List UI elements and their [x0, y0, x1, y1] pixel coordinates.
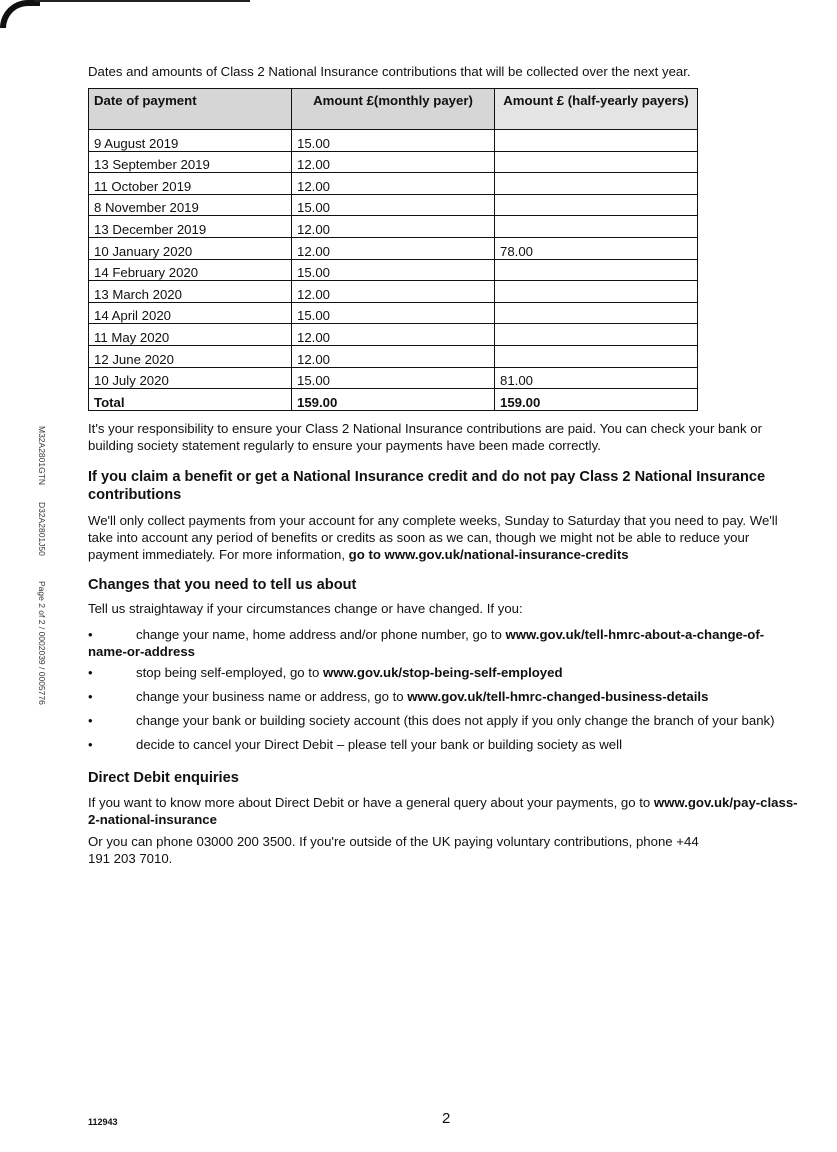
cell-monthly: 12.00: [292, 173, 495, 195]
benefit-paragraph: [88, 512, 798, 563]
cell-date: 9 August 2019: [89, 130, 292, 152]
header-half-yearly: Amount £ (half-yearly payers): [495, 89, 698, 130]
cell-date: 14 April 2020: [89, 302, 292, 324]
cell-monthly: 15.00: [292, 302, 495, 324]
cell-half-yearly: [495, 194, 698, 216]
cell-half-yearly: 81.00: [495, 367, 698, 389]
cell-monthly: 15.00: [292, 130, 495, 152]
cell-date: 11 May 2020: [89, 324, 292, 346]
header-monthly: Amount £(monthly payer): [292, 89, 495, 130]
cell-monthly: 12.00: [292, 151, 495, 173]
direct-debit-text: If you want to know more about Direct Debit or have a general query about your payments, go to: [88, 795, 654, 810]
bullet-icon: •: [88, 627, 93, 642]
cell-date: 13 December 2019: [89, 216, 292, 238]
cell-date: 13 March 2020: [89, 281, 292, 303]
cell-monthly: 12.00: [292, 345, 495, 367]
phone-paragraph: Or you can phone 03000 200 3500. If you're outside of the UK paying voluntary contributions, phone +44 191 203 7010.: [88, 834, 699, 866]
cell-half-yearly: [495, 324, 698, 346]
cell-monthly: 15.00: [292, 259, 495, 281]
changed-business-details-link[interactable]: www.gov.uk/tell-hmrc-changed-business-details: [407, 689, 709, 704]
changes-heading: Changes that you need to tell us about: [88, 577, 357, 593]
list-item: [88, 688, 798, 705]
page-number: 2: [442, 1110, 451, 1127]
stop-self-employed-link[interactable]: www.gov.uk/stop-being-self-employed: [322, 665, 563, 680]
bullet-icon: •: [88, 713, 93, 728]
direct-debit-heading: Direct Debit enquiries: [88, 770, 239, 786]
table-row: [89, 151, 698, 173]
cell-date: 8 November 2019: [89, 194, 292, 216]
cell-date: 10 January 2020: [89, 237, 292, 259]
responsibility-note: It's your responsibility to ensure your Class 2 National Insurance contributions are paid. You can check your bank or building society statement regularly to ensure your payments have been made correctly.: [88, 421, 762, 453]
payment-schedule-table: [88, 88, 698, 411]
table-row: [89, 237, 698, 259]
list-item-text: decide to cancel your Direct Debit – please tell your bank or building society as well: [136, 737, 622, 752]
direct-debit-paragraph: [88, 794, 798, 828]
side-code-2: D32A2801J50: [37, 502, 47, 556]
cell-half-yearly: [495, 216, 698, 238]
cell-monthly: 12.00: [292, 324, 495, 346]
header-date: Date of payment: [89, 89, 292, 130]
benefit-heading: If you claim a benefit or get a National Insurance credit and do not pay Class 2 National Insurance contributions: [88, 469, 766, 503]
list-item-text: change your name, home address and/or phone number, go to: [136, 627, 506, 642]
cell-monthly: 12.00: [292, 237, 495, 259]
cell-half-yearly: [495, 281, 698, 303]
table-row: [89, 130, 698, 152]
table-row: [89, 367, 698, 389]
table-row: [89, 173, 698, 195]
list-item-text: change your bank or building society account (this does not apply if you only change the branch of your bank): [136, 713, 775, 728]
bullet-icon: •: [88, 665, 93, 680]
table-row: [89, 345, 698, 367]
side-code-1: M32A2801GTN: [37, 426, 47, 486]
cell-date: 12 June 2020: [89, 345, 292, 367]
table-row: [89, 259, 698, 281]
total-monthly: 159.00: [292, 389, 495, 411]
total-label: Total: [89, 389, 292, 411]
cell-date: 14 February 2020: [89, 259, 292, 281]
cell-monthly: 12.00: [292, 281, 495, 303]
changes-intro: Tell us straightaway if your circumstances change or have changed. If you:: [88, 601, 523, 616]
cell-date: 11 October 2019: [89, 173, 292, 195]
cell-half-yearly: [495, 302, 698, 324]
cell-monthly: 15.00: [292, 367, 495, 389]
pay-class-2-link[interactable]: www.gov.uk/pay-class-2-national-insurance: [88, 795, 798, 827]
table-row: [89, 324, 698, 346]
cell-half-yearly: [495, 173, 698, 195]
table-row: [89, 216, 698, 238]
list-item-text: stop being self-employed, go to: [136, 665, 323, 680]
cell-date: 10 July 2020: [89, 367, 292, 389]
table-header-row: [89, 89, 698, 130]
top-rule: [34, 0, 250, 2]
corner-mark: [0, 0, 40, 28]
table-row: [89, 194, 698, 216]
change-of-name-address-link[interactable]: www.gov.uk/tell-hmrc-about-a-change-of-name-or-address: [88, 627, 765, 659]
table-total-row: [89, 389, 698, 411]
list-item: [88, 626, 798, 660]
table-row: [89, 302, 698, 324]
benefit-text: We'll only collect payments from your account for any complete weeks, Sunday to Saturday that you need to pay. We'll take into account any period of benefits or credits as soon as we can, though we might not be able to reduce your payment immediately. For more information,: [88, 513, 778, 562]
cell-date: 13 September 2019: [89, 151, 292, 173]
side-code-page-ref: Page 2 of 2 / 0002039 / 0005776: [37, 581, 47, 705]
list-item: [88, 712, 798, 729]
national-insurance-credits-link[interactable]: go to www.gov.uk/national-insurance-credits: [348, 547, 629, 562]
footer-code: 112943: [88, 1117, 118, 1127]
cell-half-yearly: [495, 151, 698, 173]
table-intro: Dates and amounts of Class 2 National Insurance contributions that will be collected over the next year.: [88, 64, 691, 79]
cell-half-yearly: [495, 345, 698, 367]
list-item: [88, 664, 798, 681]
bullet-icon: •: [88, 689, 93, 704]
total-half-yearly: 159.00: [495, 389, 698, 411]
bullet-icon: •: [88, 737, 93, 752]
cell-half-yearly: [495, 259, 698, 281]
cell-monthly: 12.00: [292, 216, 495, 238]
cell-monthly: 15.00: [292, 194, 495, 216]
cell-half-yearly: 78.00: [495, 237, 698, 259]
table-row: [89, 281, 698, 303]
cell-half-yearly: [495, 130, 698, 152]
list-item-text: change your business name or address, go to: [136, 689, 408, 704]
list-item: [88, 736, 798, 753]
